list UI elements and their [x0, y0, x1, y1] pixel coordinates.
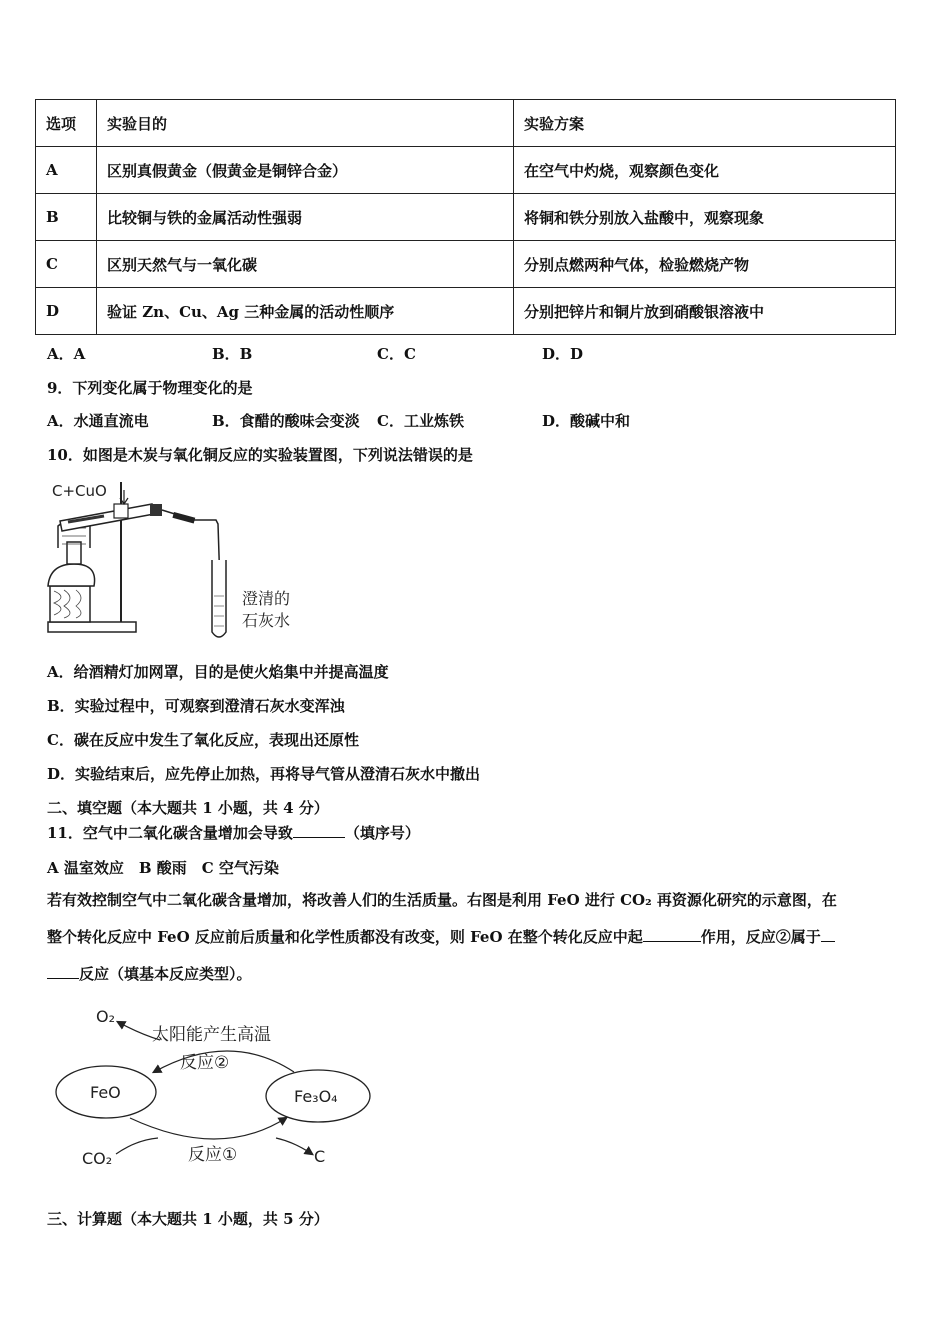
q9-option-d: D．酸碱中和: [542, 412, 631, 430]
co2-label: CO₂: [82, 1149, 113, 1168]
reaction1-label: 反应①: [188, 1145, 238, 1165]
table-cell: 验证 Zn、Cu、Ag 三种金属的活动性顺序: [97, 288, 514, 335]
answer-blank[interactable]: [47, 964, 79, 979]
table-row: [36, 288, 896, 335]
table-header-cell: 选项: [36, 100, 97, 147]
feo-label: FeO: [90, 1083, 121, 1102]
reaction2-label: 反应②: [180, 1053, 230, 1073]
table-cell: C: [36, 241, 97, 288]
reaction1-arrow: [130, 1118, 286, 1139]
table-cell: A: [36, 147, 97, 194]
table-cell: 分别把锌片和铜片放到硝酸银溶液中: [514, 288, 896, 335]
limewater-label-line2: 石灰水: [242, 611, 291, 630]
reagent-label: C+CuO: [52, 482, 107, 500]
lamp-wick-holder: [67, 542, 81, 564]
stand-base: [48, 622, 136, 632]
q10-option-d: D．实验结束后，应先停止加热，再将导气管从澄清石灰水中撤出: [47, 765, 481, 783]
options-table: [35, 99, 896, 335]
table-cell: 在空气中灼烧，观察颜色变化: [514, 147, 896, 194]
table-header-cell: 实验目的: [97, 100, 514, 147]
table-header-cell: 实验方案: [514, 100, 896, 147]
q11-choices: A 温室效应 B 酸雨 C 空气污染: [47, 859, 279, 877]
q9-option-a: A．水通直流电: [47, 412, 149, 430]
apparatus-figure: [44, 476, 314, 646]
c-label: C: [314, 1147, 326, 1166]
q9-stem: 9．下列变化属于物理变化的是: [47, 379, 253, 397]
q9-option-c: C．工业炼铁: [377, 412, 464, 430]
table-cell: B: [36, 194, 97, 241]
table-cell: 比较铜与铁的金属活动性强弱: [97, 194, 514, 241]
answer-blank[interactable]: [821, 927, 835, 942]
co2-input-line: [116, 1138, 158, 1154]
q11-stem-suffix: （填序号）: [344, 824, 420, 842]
q10-option-a: A．给酒精灯加网罩，目的是使火焰集中并提高温度: [47, 663, 389, 681]
paragraph-line: 整个转化反应中 FeO 反应前后质量和化学性质都没有改变，则 FeO 在整个转化反应中起 作用，反应②属于: [47, 919, 905, 956]
table-cell: D: [36, 288, 97, 335]
q8-option-d: D．D: [542, 345, 584, 363]
table-row: [36, 147, 896, 194]
q10-stem: 10．如图是木炭与氧化铜反应的实验装置图，下列说法错误的是: [47, 446, 473, 464]
q8-option-c: C．C: [377, 345, 416, 363]
q11-stem-text: 11．空气中二氧化碳含量增加会导致: [47, 824, 293, 842]
q9-option-b: B．食醋的酸味会变淡: [212, 412, 360, 430]
clamp: [114, 504, 128, 518]
table-cell: 将铜和铁分别放入盐酸中，观察现象: [514, 194, 896, 241]
section2-heading: 二、填空题（本大题共 1 小题，共 4 分）: [47, 799, 329, 817]
heated-test-tube: [60, 504, 154, 531]
q11-paragraph: [47, 882, 905, 993]
table-row: [36, 194, 896, 241]
section3-heading: 三、计算题（本大题共 1 小题，共 5 分）: [47, 1210, 329, 1228]
limewater-label-line1: 澄清的: [242, 589, 291, 608]
answer-blank[interactable]: [293, 823, 345, 838]
paragraph-line: 反应（填基本反应类型）。: [47, 956, 905, 993]
c-output-arrow: [276, 1138, 312, 1154]
table-header-row: [36, 100, 896, 147]
q10-option-b: B．实验过程中，可观察到澄清石灰水变浑浊: [47, 697, 345, 715]
table-cell: 区别天然气与一氧化碳: [97, 241, 514, 288]
table-row: [36, 241, 896, 288]
limewater-tube: [212, 560, 226, 637]
alcohol-lamp: [48, 564, 95, 586]
answer-blank[interactable]: [643, 927, 701, 942]
feo-cycle-diagram: [50, 1000, 380, 1180]
q8-option-b: B．B: [212, 345, 253, 363]
fe3o4-label: Fe₃O₄: [294, 1087, 338, 1106]
table-cell: 分别点燃两种气体，检验燃烧产物: [514, 241, 896, 288]
stopper: [150, 504, 162, 516]
o2-label: O₂: [96, 1007, 116, 1026]
q8-option-a: A．A: [47, 345, 86, 363]
paragraph-line: 若有效控制空气中二氧化碳含量增加，将改善人们的生活质量。右图是利用 FeO 进行 CO₂ 再资源化研究的示意图，在: [47, 891, 837, 909]
q11-stem: [47, 822, 420, 843]
q10-option-c: C．碳在反应中发生了氧化反应，表现出还原性: [47, 731, 359, 749]
top-condition-label: 太阳能产生高温: [152, 1025, 271, 1045]
table-cell: 区别真假黄金（假黄金是铜锌合金）: [97, 147, 514, 194]
